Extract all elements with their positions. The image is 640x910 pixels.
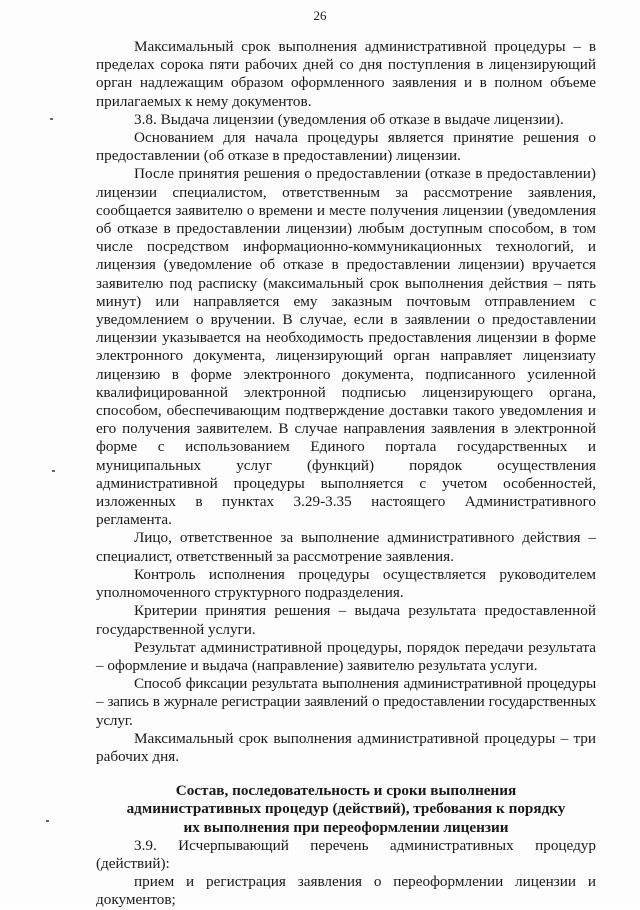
section-heading	[96, 782, 596, 837]
paragraph-basis: Основанием для начала процедуры является принятие решения о предоставлении (об отказе в предоставлении) лицензии.	[96, 129, 596, 165]
paragraph-reception: прием и регистрация заявления о переоформлении лицензии и документов;	[96, 873, 596, 909]
paragraph-section-3-9: 3.9. Исчерпывающий перечень административных процедур (действий):	[96, 836, 596, 872]
paragraph-result: Результат административной процедуры, порядок передачи результата – оформление и выдача (направление) заявителю результата услуги.	[96, 638, 596, 674]
section-heading-line-2: административных процедур (действий), требования к порядку	[126, 800, 566, 818]
paragraph-max-term: Максимальный срок выполнения административной процедуры – в пределах сорока пяти рабочих дней со дня поступления в лицензирующий орган надлежащим образом оформленного заявления и в полном объеме прилагаемых к нему документов.	[96, 38, 596, 110]
paragraph-responsible-person: Лицо, ответственное за выполнение административного действия – специалист, ответственный за рассмотрение заявления.	[96, 529, 596, 565]
paragraph-max-term-days: Максимальный срок выполнения административной процедуры – три рабочих дня.	[96, 729, 596, 765]
margin-scan-mark	[46, 820, 49, 822]
paragraph-control: Контроль исполнения процедуры осуществляется руководителем уполномоченного структурного подразделения.	[96, 565, 596, 602]
paragraph-fixation: Способ фиксации результата выполнения административной процедуры – запись в журнале регистрации заявлений о предоставлении государственных услуг.	[96, 675, 596, 729]
section-heading-line-3: их выполнения при переоформлении лицензии	[183, 818, 509, 836]
paragraph-criteria: Критерии принятия решения – выдача результата предоставленной государственной услуги.	[96, 602, 596, 638]
margin-scan-mark	[50, 118, 53, 120]
paragraph-after-decision: После принятия решения о предоставлении (отказе в предоставлении) лицензии специалистом, ответственным за рассмотрение заявления, сообщается заявителю о времени и месте получения лицензии (уведомления об отказе в предоставлении лицензии) любым доступным способом, в том числе посредством информационно-коммуникационных технологий, и лицензия (уведомление об отказе в предоставлении лицензии) вручается заявителю под расписку (максимальный срок выполнения действия – пять минут) или направляется ему заказным почтовым отправлением с уведомлением о вручении. В случае, если в заявлении о предоставлении лицензии указывается на необходимость предоставления лицензии в форме электронного документа, лицензирующий орган направляет лицензиату лицензию в форме электронного документа, подписанного усиленной квалифицированной электронной подписью лицензирующего органа, способом, обеспечивающим подтверждение доставки такого уведомления и его получения заявителем. В случае направления заявления в электронной форме с использованием Единого портала государственных и муниципальных услуг (функций) порядок осуществления административной процедуры выполняется с учетом особенностей, изложенных в пунктах 3.29-3.35 настоящего Административного регламента.	[96, 165, 596, 529]
margin-scan-mark	[52, 470, 55, 472]
section-heading-line-1: Состав, последовательность и сроки выполнения	[175, 782, 517, 800]
paragraph-section-3-8: 3.8. Выдача лицензии (уведомления об отказе в выдаче лицензии).	[134, 110, 564, 128]
page-number: 26	[313, 8, 327, 23]
document-body	[96, 38, 596, 910]
